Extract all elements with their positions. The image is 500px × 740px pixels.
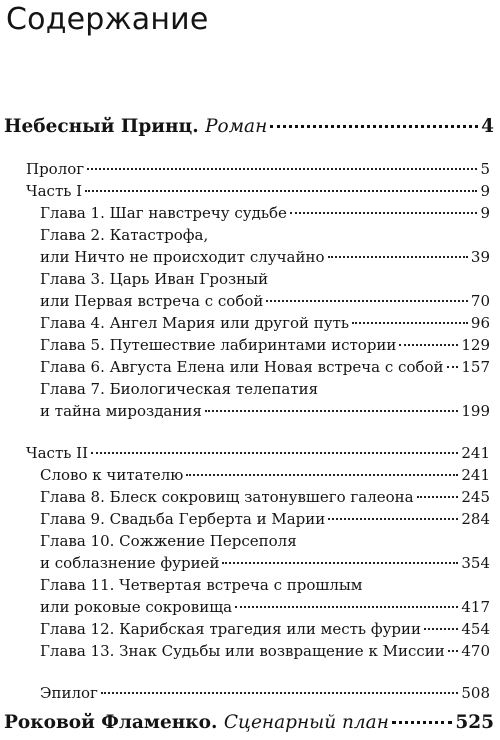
part-name: Роковой Фламенко. [4,712,218,733]
page-number: 508 [461,684,490,702]
toc-entry[interactable] [40,334,490,356]
entry-label: Глава 2. Катастрофа, [40,226,209,244]
toc-entry[interactable] [40,596,490,618]
toc-entry[interactable] [40,682,490,704]
toc-entry-line[interactable] [40,530,490,552]
dot-leader [417,496,459,498]
toc-entry[interactable] [40,464,490,486]
entry-label: Глава 5. Путешествие лабиринтами истории [40,336,397,354]
dot-leader [186,474,458,476]
entry-label: Глава 11. Четвертая встреча с прошлым [40,576,363,594]
dot-leader [270,125,478,128]
toc-entry[interactable] [26,158,490,180]
page-number: 96 [470,314,490,332]
entry-label: Глава 3. Царь Иван Грозный [40,270,269,288]
dot-leader [85,190,477,192]
toc-entry[interactable] [40,356,490,378]
dot-leader [447,366,459,368]
toc-entry-line[interactable] [40,378,490,400]
dot-leader [328,518,458,520]
part-subtitle: Сценарный план [223,712,389,733]
page-number: 129 [461,336,490,354]
part-name: Небесный Принц. [4,116,199,137]
page-number: 454 [461,620,490,638]
toc-entry[interactable] [40,202,490,224]
dot-leader [266,300,468,302]
entry-label: и тайна мироздания [40,402,202,420]
toc-entry[interactable] [40,618,490,640]
page-number: 470 [461,642,490,660]
page-number: 199 [461,402,490,420]
entry-label: или роковые сокровища [40,598,233,616]
toc-entry[interactable] [40,400,490,422]
toc-entry[interactable] [26,180,490,202]
page-number: 4 [481,116,494,137]
toc-entry[interactable] [40,246,490,268]
dot-leader [87,168,477,170]
entry-label: Глава 13. Знак Судьбы или возвращение к Миссии [40,642,445,660]
page-number: 245 [461,488,490,506]
toc-part-heavenly-prince[interactable] [4,116,494,137]
page-number: 70 [470,292,490,310]
toc-entry-line[interactable] [40,268,490,290]
toc-entry[interactable] [40,640,490,662]
toc-part-fatal-flamenco[interactable] [4,712,494,733]
entry-label: или Ничто не происходит случайно [40,248,325,266]
toc-entry[interactable] [40,312,490,334]
toc-entry[interactable] [40,290,490,312]
page-number: 157 [461,358,490,376]
page-number: 354 [461,554,490,572]
dot-leader [328,256,468,258]
part-subtitle: Роман [205,116,268,137]
dot-leader [222,562,458,564]
entry-label: Слово к читателю [40,466,184,484]
toc-entry[interactable] [26,442,490,464]
dot-leader [290,212,478,214]
entry-label: и соблазнение фурией [40,554,220,572]
page-number: 525 [455,712,494,733]
entry-label: Глава 6. Августа Елена или Новая встреча с собой [40,358,444,376]
entry-label: Глава 7. Биологическая телепатия [40,380,319,398]
page-number: 241 [461,466,490,484]
page-number: 241 [461,444,490,462]
entry-label: Глава 12. Карибская трагедия или месть фурии [40,620,421,638]
entry-label: Глава 1. Шаг навстречу судьбе [40,204,287,222]
entry-label: Часть I [26,182,83,200]
dot-leader [235,606,458,608]
dot-leader [399,344,458,346]
page-number: 39 [470,248,490,266]
dot-leader [352,322,468,324]
entry-label: Глава 8. Блеск сокровищ затонувшего галеона [40,488,414,506]
dot-leader [91,452,458,454]
toc-entry[interactable] [40,508,490,530]
entry-label: Часть II [26,444,89,462]
dot-leader [448,650,459,652]
entry-label: Эпилог [40,684,98,702]
entry-label: Глава 4. Ангел Мария или другой путь [40,314,350,332]
page-number: 5 [480,160,490,178]
page-number: 9 [480,182,490,200]
page-title: Содержание [6,2,209,37]
entry-label: Пролог [26,160,85,178]
entry-label: Глава 10. Сожжение Персеполя [40,532,297,550]
toc-entry-line[interactable] [40,224,490,246]
toc-entry[interactable] [40,552,490,574]
page-number: 417 [461,598,490,616]
dot-leader [101,692,458,694]
dot-leader [392,721,452,724]
entry-label: или Первая встреча с собой [40,292,264,310]
toc-entry-line[interactable] [40,574,490,596]
page-number: 284 [461,510,490,528]
dot-leader [424,628,458,630]
entry-label: Глава 9. Свадьба Герберта и Марии [40,510,326,528]
page-number: 9 [480,204,490,222]
toc-entry[interactable] [40,486,490,508]
dot-leader [205,410,459,412]
